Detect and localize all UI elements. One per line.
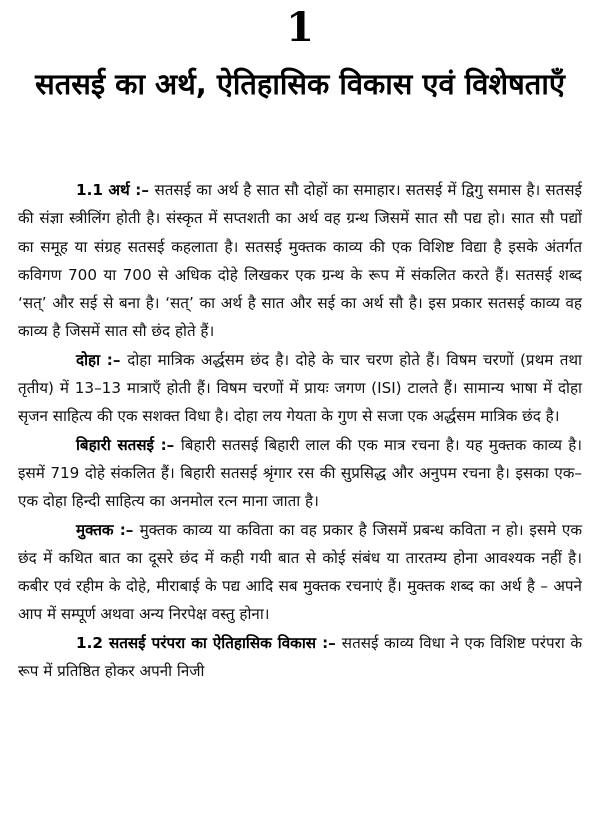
term-separator: :– xyxy=(154,435,181,454)
paragraph-muktak xyxy=(18,516,582,629)
paragraph-text: मुक्तक काव्य या कविता का वह प्रकार है जिसमें प्रबन्ध कविता न हो। इसमे एक छंद में कथित बात का दूसरे छंद में कही गयी बात से कोई संबंध या तारतम्य होना आवश्यक नहीं है। कबीर एवं रहीम के दोहे, मीराबाई के पद्य आदि सब मुक्तक रचनाएं हैं। मुक्तक शब्द का अर्थ है – अपने आप में सम्पूर्ण अथवा अन्य निरपेक्ष वस्तु होना। xyxy=(18,520,582,624)
paragraph-term: दोहा xyxy=(76,350,100,369)
paragraph-historical-development xyxy=(18,629,582,686)
chapter-title: सतसई का अर्थ, ऐतिहासिक विकास एवं विशेषताएँ xyxy=(35,67,565,101)
paragraph-text: सतसई काव्य विधा ने एक विशिष्ट परंपरा के रूप में प्रतिष्ठित होकर अपनी निजी xyxy=(18,633,583,681)
paragraph-text: सतसई का अर्थ है सात सौ दोहों का समाहार। सतसई में द्विगु समास है। सतसई की संज्ञा स्त्रीलिंग होती है। संस्कृत में सप्तशती का अर्थ वह ग्रन्थ जिसमें सात सौ पद्य हो। सात सौ पद्यों का समूह या संग्रह सतसई कहलाता है। सतसई मुक्तक काव्य की एक विशिष्ट विद्या है इसके अंतर्गत कविगण 700 या 700 से अधिक दोहे लिखकर एक ग्रन्थ के रूप में संकलित करते हैं। सतसई शब्द ‘सत्’ और सई से बना है। ‘सत्’ का अर्थ है सात और सई का अर्थ सौ है। इस प्रकार सतसई काव्य वह काव्य है जिसमें सात सौ छंद होते हैं। xyxy=(18,181,582,341)
paragraph-bihari-satsai xyxy=(18,431,582,516)
term-separator: :– xyxy=(113,520,140,539)
paragraph-term: मुक्तक xyxy=(76,520,114,539)
chapter-number: 1 xyxy=(286,4,314,51)
paragraph-meaning xyxy=(18,176,582,346)
chapter-body xyxy=(18,176,582,685)
term-separator: :– xyxy=(316,633,342,652)
term-separator: :– xyxy=(129,181,155,199)
paragraph-text: बिहारी सतसई बिहारी लाल की एक मात्र रचना है। यह मुक्तक काव्य है। इसमें 719 दोहे संकलित हैं। बिहारी सतसई श्रृंगार रस की सुप्रसिद्ध और अनुपम रचना है। इसका एक–एक दोहा हिन्दी साहित्य का अनमोल रत्न माना जाता है। xyxy=(18,435,583,511)
paragraph-term: बिहारी सतसई xyxy=(76,435,154,454)
paragraph-doha xyxy=(18,346,582,431)
paragraph-term: 1.2 सतसई परंपरा का ऐतिहासिक विकास xyxy=(76,633,317,652)
term-separator: :– xyxy=(100,350,128,369)
paragraph-text: दोहा मात्रिक अर्द्धसम छंद है। दोहे के चार चरण होते हैं। विषम चरणों (प्रथम तथा तृतीय) में 13–13 मात्राएँ होती हैं। विषम चरणों में प्रायः जगण (ISI) टालते हैं। सामान्य भाषा में दोहा सृजन साहित्य की एक सशक्त विधा है। दोहा लय गेयता के गुण से सजा एक अर्द्धसम मात्रिक छंद है। xyxy=(18,350,582,426)
paragraph-term: 1.1 अर्थ xyxy=(76,181,130,199)
